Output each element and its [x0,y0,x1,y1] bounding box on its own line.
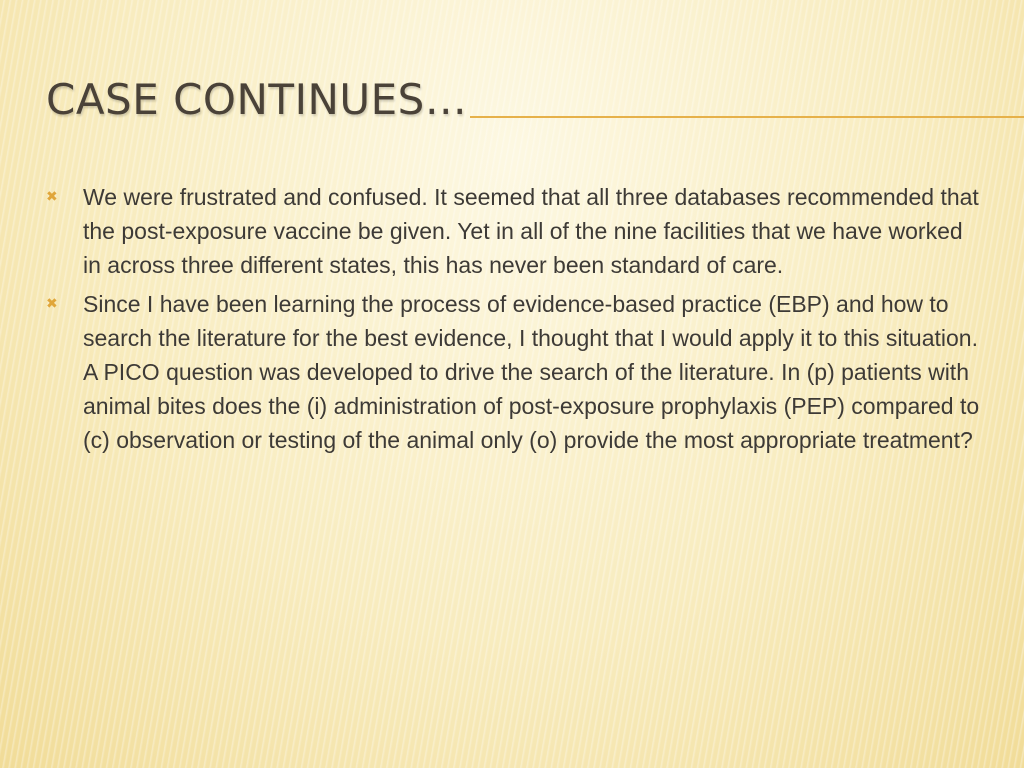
bullet-text: We were frustrated and confused. It seemed that all three databases recommended that the post-exposure vaccine be given. Yet in all of the nine facilities that we have worked in across three different states, this has never been standard of care. [83,184,979,278]
list-item [46,180,986,282]
x-mark-icon: ✖ [46,189,58,205]
list-item [46,287,986,457]
title-underline [470,116,1024,118]
bullet-list [46,180,986,462]
slide-title: CASE CONTINUES… [46,75,468,124]
x-mark-icon: ✖ [46,296,58,312]
bullet-text: Since I have been learning the process of evidence-based practice (EBP) and how to search the literature for the best evidence, I thought that I would apply it to this situation. A PICO question was developed to drive the search of the literature. In (p) patients with animal bites does the (i) administration of post-exposure prophylaxis (PEP) compared to (c) observation or testing of the animal only (o) provide the most appropriate treatment? [83,291,980,453]
